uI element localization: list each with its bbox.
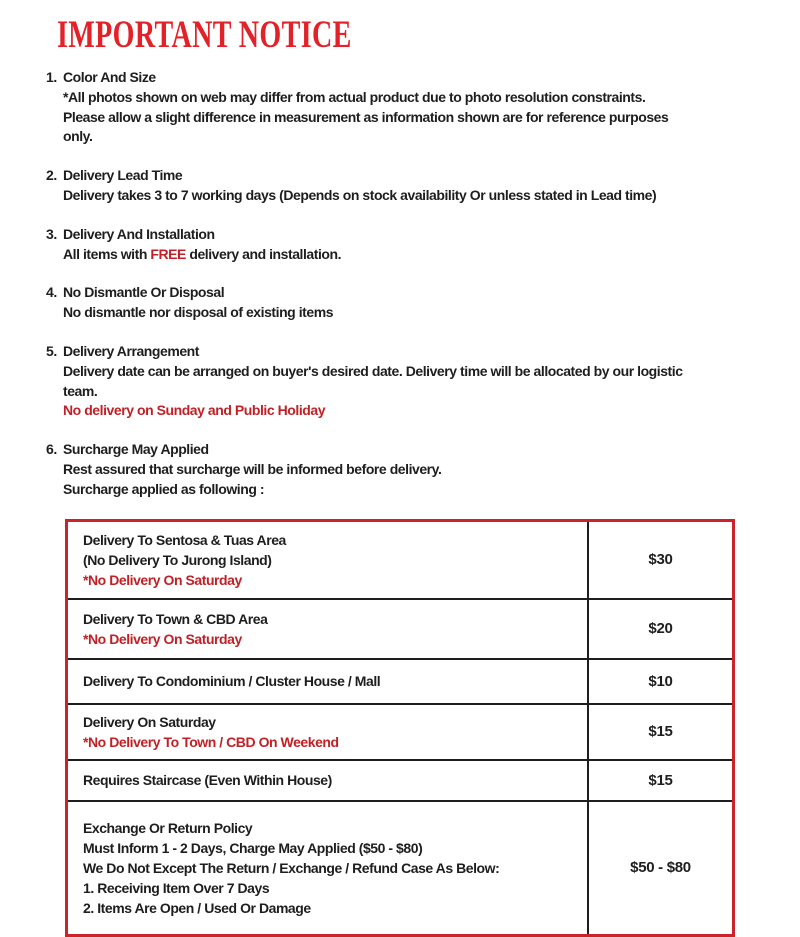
notice-line <box>63 186 800 206</box>
row-price: $50 - $80 <box>630 859 691 877</box>
text-segment: 2. Items Are Open / Used Or Damage <box>83 899 311 916</box>
description-line <box>83 818 587 838</box>
notice-line <box>63 382 800 402</box>
notice-heading: 5. Delivery Arrangement <box>63 342 800 362</box>
notice-line <box>63 480 800 500</box>
notice-item <box>46 440 800 499</box>
text-segment: Delivery To Sentosa & Tuas Area <box>83 531 286 548</box>
description-line <box>83 770 587 790</box>
notice-heading: 2. Delivery Lead Time <box>63 166 800 186</box>
row-description <box>68 660 589 703</box>
description-line <box>83 550 587 570</box>
text-segment: *All photos shown on web may differ from actual product due to photo resolution constraints. <box>63 88 646 105</box>
table-row <box>68 598 732 658</box>
text-segment: We Do Not Except The Return / Exchange / Refund Case As Below: <box>83 859 500 876</box>
table-row <box>68 703 732 759</box>
description-line <box>83 530 587 550</box>
text-segment: Delivery To Town & CBD Area <box>83 610 268 627</box>
text-segment: team. <box>63 382 98 399</box>
text-segment: Please allow a slight difference in measurement as information shown are for reference purposes <box>63 108 669 125</box>
notice-heading: 6. Surcharge May Applied <box>63 440 800 460</box>
table-row <box>68 522 732 598</box>
description-line <box>83 858 587 878</box>
notice-number: 4. <box>46 284 57 301</box>
notice-heading: 1. Color And Size <box>63 68 800 88</box>
text-segment: Delivery To Condominium / Cluster House / Mall <box>83 673 381 690</box>
text-segment: All items with <box>63 245 151 262</box>
notice-line <box>63 108 800 128</box>
text-segment: FREE <box>150 245 186 262</box>
surcharge-table <box>65 519 735 937</box>
text-segment: Delivery On Saturday <box>83 713 216 730</box>
row-price: $30 <box>648 551 673 569</box>
text-segment: (No Delivery To Jurong Island) <box>83 551 272 568</box>
description-line <box>83 878 587 898</box>
notice-item <box>46 166 800 206</box>
text-segment: No dismantle nor disposal of existing items <box>63 304 334 321</box>
notice-number: 6. <box>46 441 57 458</box>
table-row <box>68 759 732 800</box>
notice-line <box>63 303 800 323</box>
text-segment: Must Inform 1 - 2 Days, Charge May Applied ($50 - $80) <box>83 839 423 856</box>
text-segment: Surcharge applied as following : <box>63 480 265 497</box>
notice-line <box>63 127 800 147</box>
notice-line <box>63 362 800 382</box>
text-segment: *No Delivery On Saturday <box>83 571 242 588</box>
text-segment: *No Delivery To Town / CBD On Weekend <box>83 733 339 750</box>
row-price: $15 <box>648 723 673 741</box>
row-description <box>68 600 589 658</box>
notice-item <box>46 225 800 265</box>
notice-heading: 4. No Dismantle Or Disposal <box>63 283 800 303</box>
row-price: $15 <box>648 771 673 789</box>
notice-item <box>46 342 800 421</box>
description-line <box>83 570 587 590</box>
notice-number: 5. <box>46 342 57 359</box>
description-line <box>83 732 587 752</box>
text-segment: delivery and installation. <box>185 245 342 262</box>
row-description <box>68 802 589 934</box>
notice-line <box>63 460 800 480</box>
notices-list <box>0 68 800 500</box>
row-price: $20 <box>648 620 673 638</box>
row-description <box>68 761 589 800</box>
description-line <box>83 838 587 858</box>
notice-line <box>63 245 800 265</box>
notice-line <box>63 88 800 108</box>
text-segment: Delivery date can be arranged on buyer's desired date. Delivery time will be allocated by our logistic <box>63 362 683 379</box>
description-line <box>83 712 587 732</box>
description-line <box>83 609 587 629</box>
notice-line <box>63 401 800 421</box>
notice-item <box>46 68 800 147</box>
notice-heading: 3. Delivery And Installation <box>63 225 800 245</box>
row-description <box>68 522 589 598</box>
description-line <box>83 671 587 691</box>
table-row <box>68 800 732 934</box>
text-segment: only. <box>63 128 93 145</box>
notice-number: 1. <box>46 69 57 85</box>
text-segment: Requires Staircase (Even Within House) <box>83 772 332 789</box>
notice-number: 2. <box>46 167 57 184</box>
text-segment: No delivery on Sunday and Public Holiday <box>63 402 326 419</box>
text-segment: Delivery takes 3 to 7 working days (Depends on stock availability Or unless stated in Lead time) <box>63 186 657 203</box>
text-segment: Exchange Or Return Policy <box>83 819 253 836</box>
text-segment: Rest assured that surcharge will be informed before delivery. <box>63 460 442 477</box>
text-segment: *No Delivery On Saturday <box>83 630 242 647</box>
description-line <box>83 898 587 918</box>
text-segment: 1. Receiving Item Over 7 Days <box>83 879 270 896</box>
row-price: $10 <box>648 672 673 690</box>
notice-number: 3. <box>46 225 57 242</box>
table-row <box>68 658 732 703</box>
row-description <box>68 705 589 759</box>
page-title: IMPORTANT NOTICE <box>57 13 352 56</box>
notice-item <box>46 283 800 323</box>
description-line <box>83 629 587 649</box>
